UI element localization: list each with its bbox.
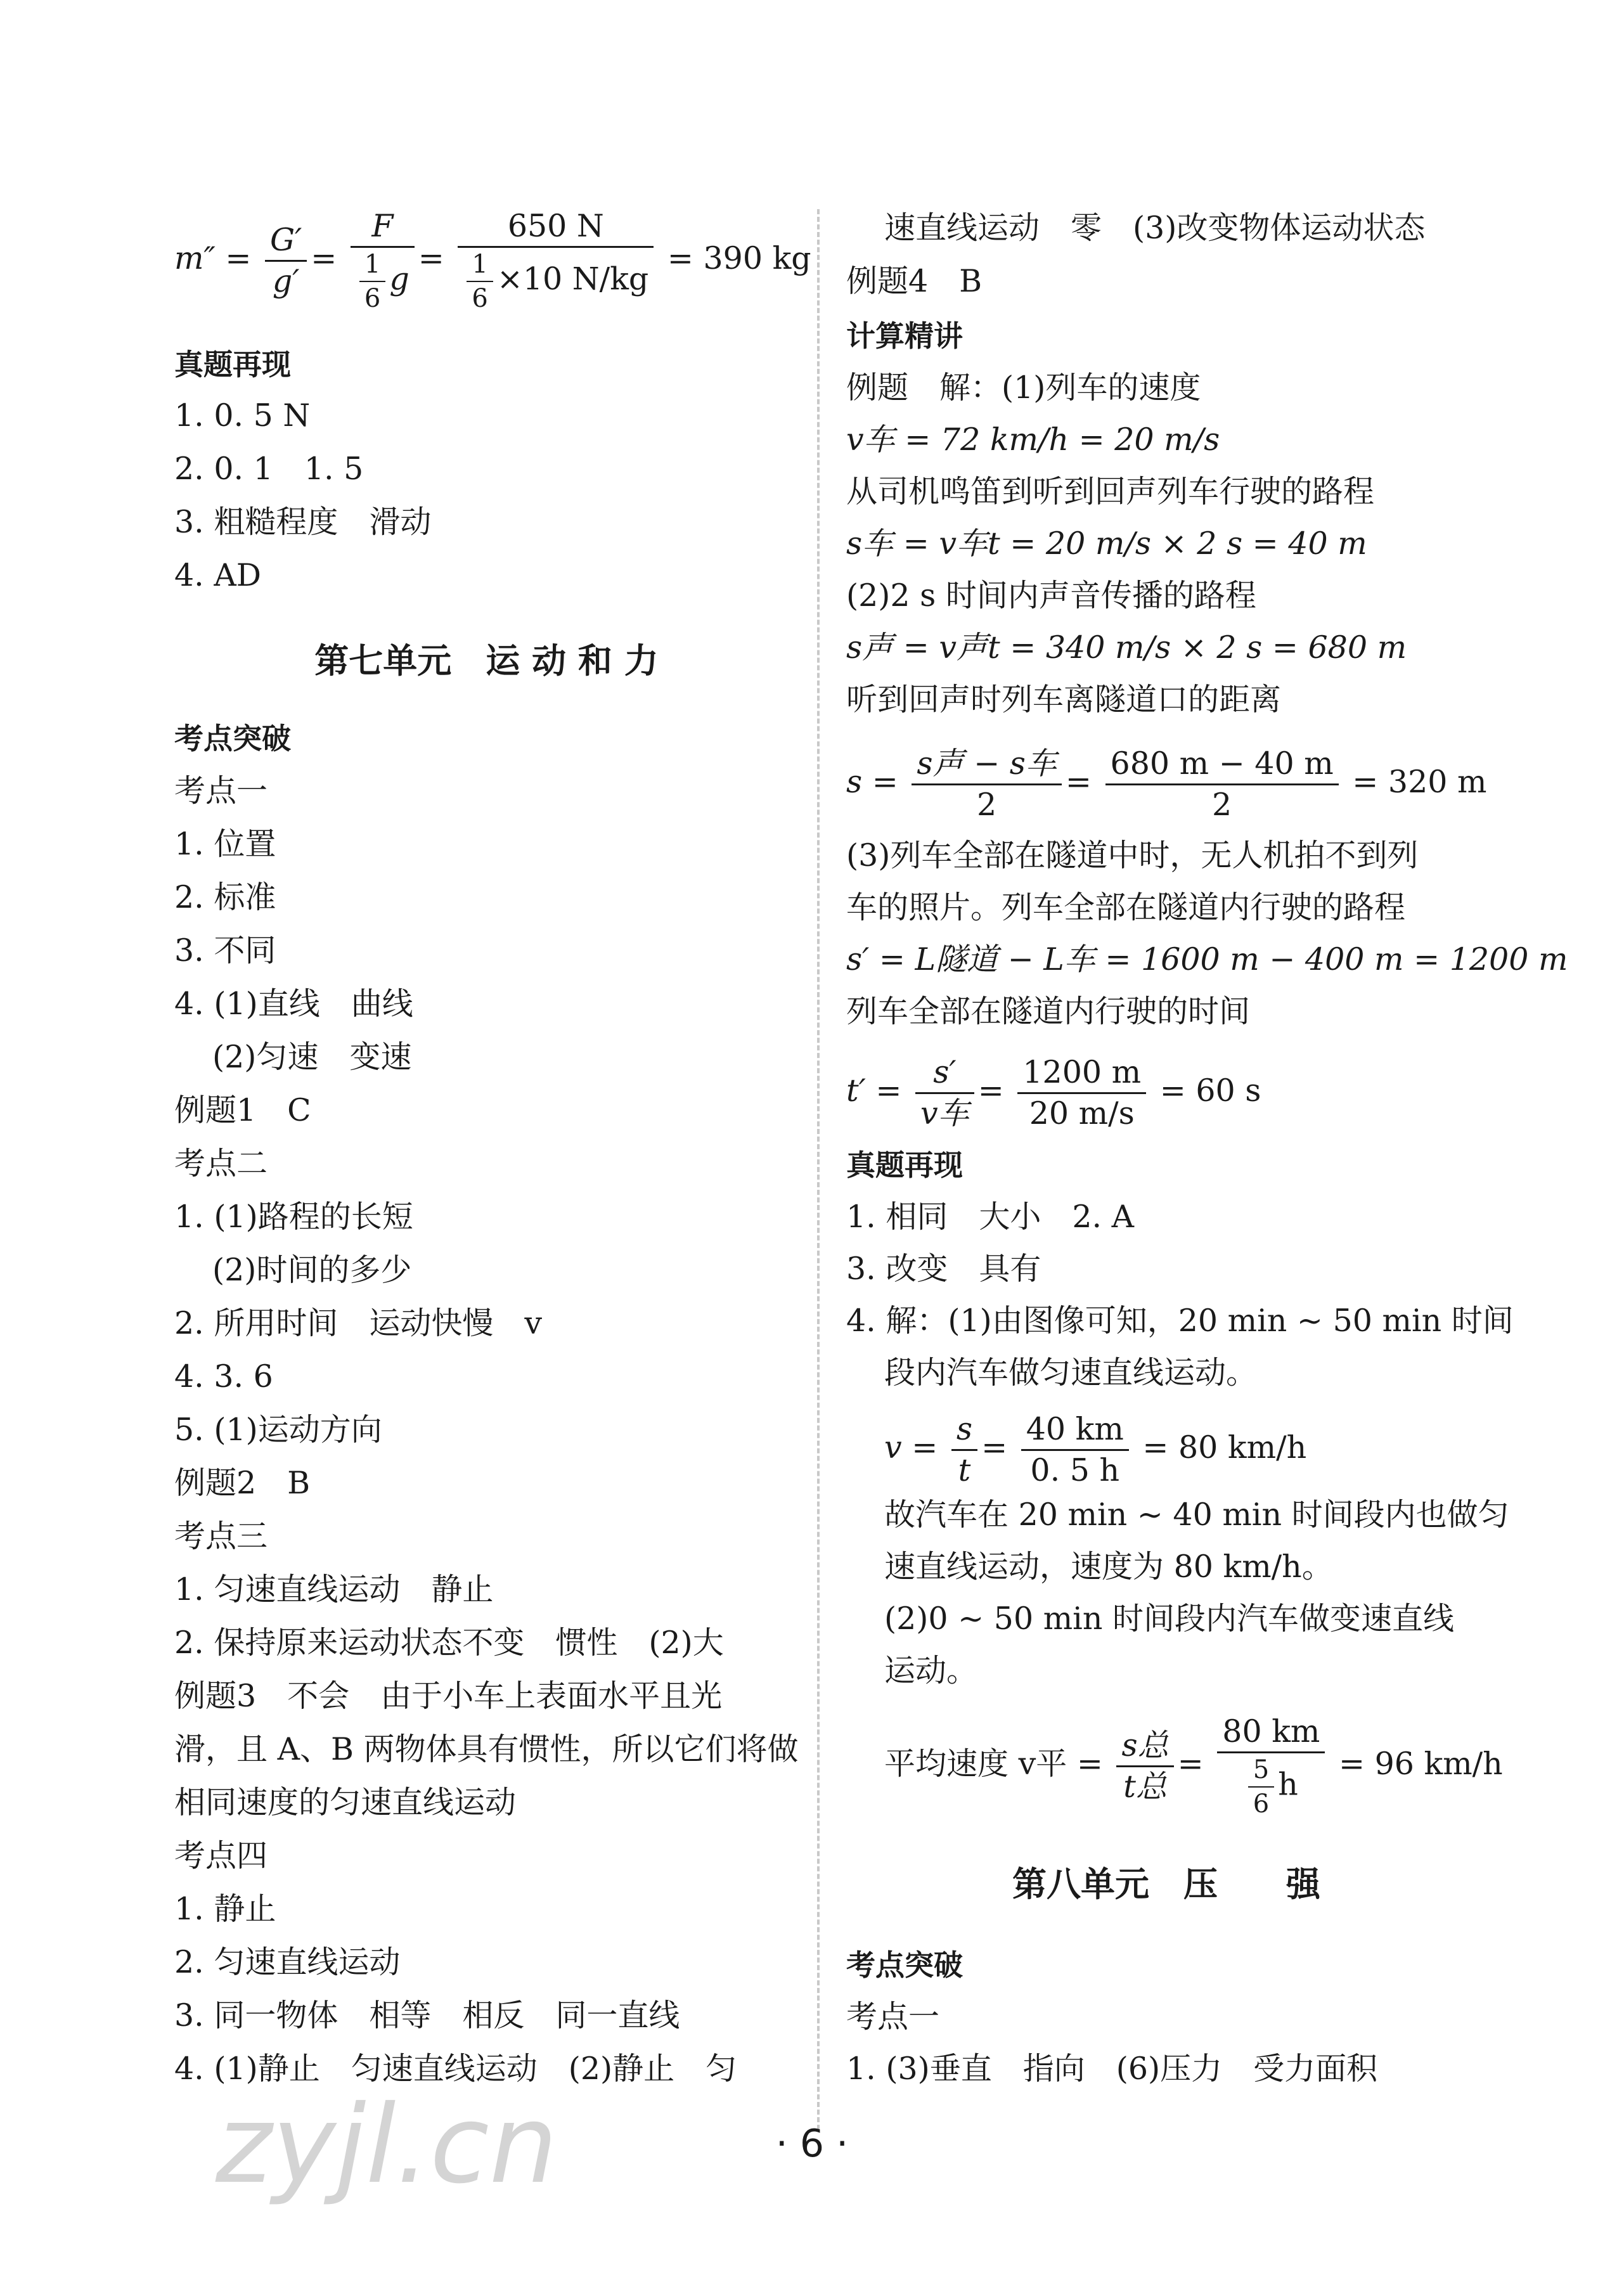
fraction-den: 6 (472, 283, 488, 313)
fraction (1105, 747, 1339, 822)
fraction-g (265, 223, 307, 299)
section-heading-zhenti: 真题再现 (174, 347, 291, 382)
answer-line: 1. (1)路程的长短 (174, 1199, 413, 1235)
answer-line: 1. 匀速直线运动 静止 (174, 1571, 494, 1608)
fraction-den: 0. 5 h (1030, 1452, 1120, 1488)
answer-line: 故汽车在 20 min ~ 40 min 时间段内也做匀 (884, 1497, 1509, 1533)
answer-line: 5. (1)运动方向 (174, 1412, 382, 1448)
fraction (912, 747, 1062, 822)
answer-line: (3)列车全部在隧道中时，无人机拍不到列 (846, 837, 1419, 873)
unit8-title: 第八单元 压 强 (1012, 1864, 1320, 1904)
fraction-den: v车 (920, 1095, 969, 1131)
formula-result: = 390 kg (667, 240, 811, 276)
mass-formula: m″ = $\frac{G'}{g'}$ = F $\frac{1}{6}$ g = 650 N $\frac{1}{6}$ ×10 N/kg = 390 kg (174, 208, 811, 313)
section-heading-kaodian: 考点突破 (174, 721, 291, 756)
formula-line: s′ = L隧道 − L车 = 1600 m − 400 m = 1200 m (846, 941, 1568, 977)
zhenti-line: 3. 粗糙程度 滑动 (174, 504, 432, 540)
answer-line: 1. 位置 (174, 826, 276, 862)
formula-lhs: t′ = (846, 1072, 902, 1109)
answer-line: 例题3 不会 由于小车上表面水平且光 (174, 1678, 723, 1714)
answer-line: 从司机鸣笛到听到回声列车行驶的路程 (846, 474, 1375, 510)
fraction (915, 1055, 974, 1131)
fraction-num: 40 km (1021, 1412, 1129, 1451)
answer-line: 2. 所用时间 运动快慢 v (174, 1305, 543, 1341)
formula-lhs: s = (846, 763, 898, 800)
fraction-num: s总 (1116, 1729, 1173, 1767)
fraction (1217, 1715, 1325, 1818)
answer-line: 听到回声时列车离隧道口的距离 (846, 681, 1282, 718)
answer-line: 运动。 (884, 1653, 978, 1689)
formula-lhs: m″ = (174, 240, 252, 276)
answer-line: 考点一 (846, 1999, 940, 2035)
fraction-rest: ×10 N/kg (496, 261, 649, 297)
answer-line: 例题1 C (174, 1092, 311, 1128)
answer-line: 考点三 (174, 1518, 268, 1554)
fraction-num: 5 (1248, 1756, 1274, 1788)
answer-line: 3. 改变 具有 (846, 1251, 1041, 1287)
formula-lhs: 平均速度 v平 = (884, 1745, 1103, 1782)
section-heading-jisuan: 计算精讲 (846, 319, 963, 353)
fraction-num: F (351, 209, 415, 248)
answer-line: 例题2 B (174, 1465, 311, 1501)
answer-line: 4. (1)静止 匀速直线运动 (2)静止 匀 (174, 2051, 737, 2087)
fraction-num: G′ (265, 223, 307, 262)
answer-line: 例题 解：(1)列车的速度 (846, 370, 1201, 406)
answer-line: 4. (1)直线 曲线 (174, 986, 413, 1022)
answer-line: 列车全部在隧道内行驶的时间 (846, 993, 1251, 1029)
formula-result: = 320 m (1352, 763, 1487, 800)
fraction (1116, 1729, 1173, 1804)
fraction-den: 6 (1253, 1789, 1270, 1819)
answer-line: 3. 不同 (174, 932, 276, 969)
answer-line: 4. 3. 6 (174, 1358, 273, 1395)
zhenti-line: 1. 0. 5 N (174, 397, 311, 434)
fraction-den: 2 (1212, 786, 1232, 823)
answer-line: 1. 相同 大小 2. A (846, 1199, 1135, 1235)
answer-line: 考点一 (174, 773, 268, 809)
fraction-den: 6 (364, 283, 381, 313)
fraction (951, 1412, 977, 1488)
average-speed-formula: 平均速度 v平 = $\frac{\text{s总}}{\text{t总}}$ = 80 km $\frac{5}{6}$ h = 96 km/h (884, 1713, 1503, 1819)
formula-result: = 60 s (1159, 1072, 1261, 1109)
answer-line: 3. 同一物体 相等 相反 同一直线 (174, 1997, 680, 2033)
fraction-num: s′ (915, 1055, 974, 1094)
answer-line: 1. 静止 (174, 1891, 276, 1927)
answer-line: 速直线运动，速度为 80 km/h。 (884, 1549, 1333, 1585)
velocity-formula: v = $\frac{s}{t}$ = $\frac{40 km}{0. 5 h}$ = 80 km/h (884, 1411, 1307, 1488)
fraction-den: 20 m/s (1029, 1095, 1135, 1131)
fraction-g-symbol: g (389, 261, 409, 297)
answer-line: (2)0 ~ 50 min 时间段内汽车做变速直线 (884, 1601, 1454, 1637)
answer-line: 段内汽车做匀速直线运动。 (884, 1355, 1258, 1391)
formula-line: s声 = v声t = 340 m/s × 2 s = 680 m (846, 629, 1407, 666)
answer-line: 考点二 (174, 1145, 268, 1182)
answer-line: 例题4 B (846, 263, 983, 299)
formula-line: s车 = v车t = 20 m/s × 2 s = 40 m (846, 525, 1367, 562)
formula-result: = 80 km/h (1142, 1429, 1307, 1466)
time-formula: t′ = $\frac{s'}{\text{v车}}$ = $\frac{1200 m}{20 m/s}$ = 60 s (846, 1054, 1261, 1131)
fraction-num: 1200 m (1017, 1055, 1146, 1094)
fraction-n (458, 209, 654, 313)
fraction-den: g′ (272, 262, 300, 299)
section-heading-kaodian: 考点突破 (846, 1948, 963, 1982)
answer-line: 考点四 (174, 1838, 268, 1874)
section-heading-zhenti: 真题再现 (846, 1148, 963, 1182)
formula-line: v车 = 72 km/h = 20 m/s (846, 422, 1220, 458)
unit7-title: 第七单元 运 动 和 力 (314, 641, 659, 681)
answer-line: 车的照片。列车全部在隧道内行驶的路程 (846, 889, 1406, 925)
fraction-num: s (951, 1412, 977, 1451)
answer-line: 滑，且 A、B 两物体具有惯性，所以它们将做 (174, 1731, 799, 1767)
answer-line: 相同速度的匀速直线运动 (174, 1784, 517, 1821)
answer-line: 1. (3)垂直 指向 (6)压力 受力面积 (846, 2051, 1378, 2087)
fraction-unit: h (1278, 1766, 1298, 1803)
answer-line: 4. 解：(1)由图像可知，20 min ~ 50 min 时间 (846, 1303, 1514, 1339)
answer-line: (2)时间的多少 (212, 1252, 412, 1288)
formula-lhs: v = (884, 1429, 938, 1466)
page-number: · 6 · (775, 2122, 849, 2166)
fraction-num: 80 km (1217, 1715, 1325, 1753)
answer-line: 2. 保持原来运动状态不变 惯性 (2)大 (174, 1625, 724, 1661)
fraction-num: 680 m − 40 m (1105, 747, 1339, 785)
column-divider (817, 209, 820, 2130)
answer-line: (2)2 s 时间内声音传播的路程 (846, 577, 1256, 614)
fraction-den: t (958, 1452, 971, 1488)
answer-line: (2)匀速 变速 (212, 1039, 412, 1075)
answer-line: 2. 标准 (174, 879, 276, 915)
fraction-den: 2 (977, 786, 997, 823)
answer-line: 速直线运动 零 (3)改变物体运动状态 (884, 210, 1426, 246)
fraction-num: s声 − s车 (912, 747, 1062, 785)
formula-result: = 96 km/h (1338, 1745, 1503, 1782)
fraction-den: t总 (1123, 1768, 1167, 1805)
answer-line: 2. 匀速直线运动 (174, 1944, 401, 1980)
fraction-num: 650 N (458, 209, 654, 248)
zhenti-line: 4. AD (174, 557, 261, 593)
fraction-num: 1 (467, 250, 493, 282)
fraction (1021, 1412, 1129, 1488)
fraction-num: 1 (359, 250, 385, 282)
fraction (1017, 1055, 1146, 1131)
zhenti-line: 2. 0. 1 1. 5 (174, 451, 364, 487)
fraction-f (351, 209, 415, 313)
watermark: zyjl.cn (216, 2082, 558, 2208)
distance-formula: s = $\frac{\text{s声 − s车}}{2}$ = $\frac{680 m - 40 m}{2}$ = 320 m (846, 745, 1487, 823)
